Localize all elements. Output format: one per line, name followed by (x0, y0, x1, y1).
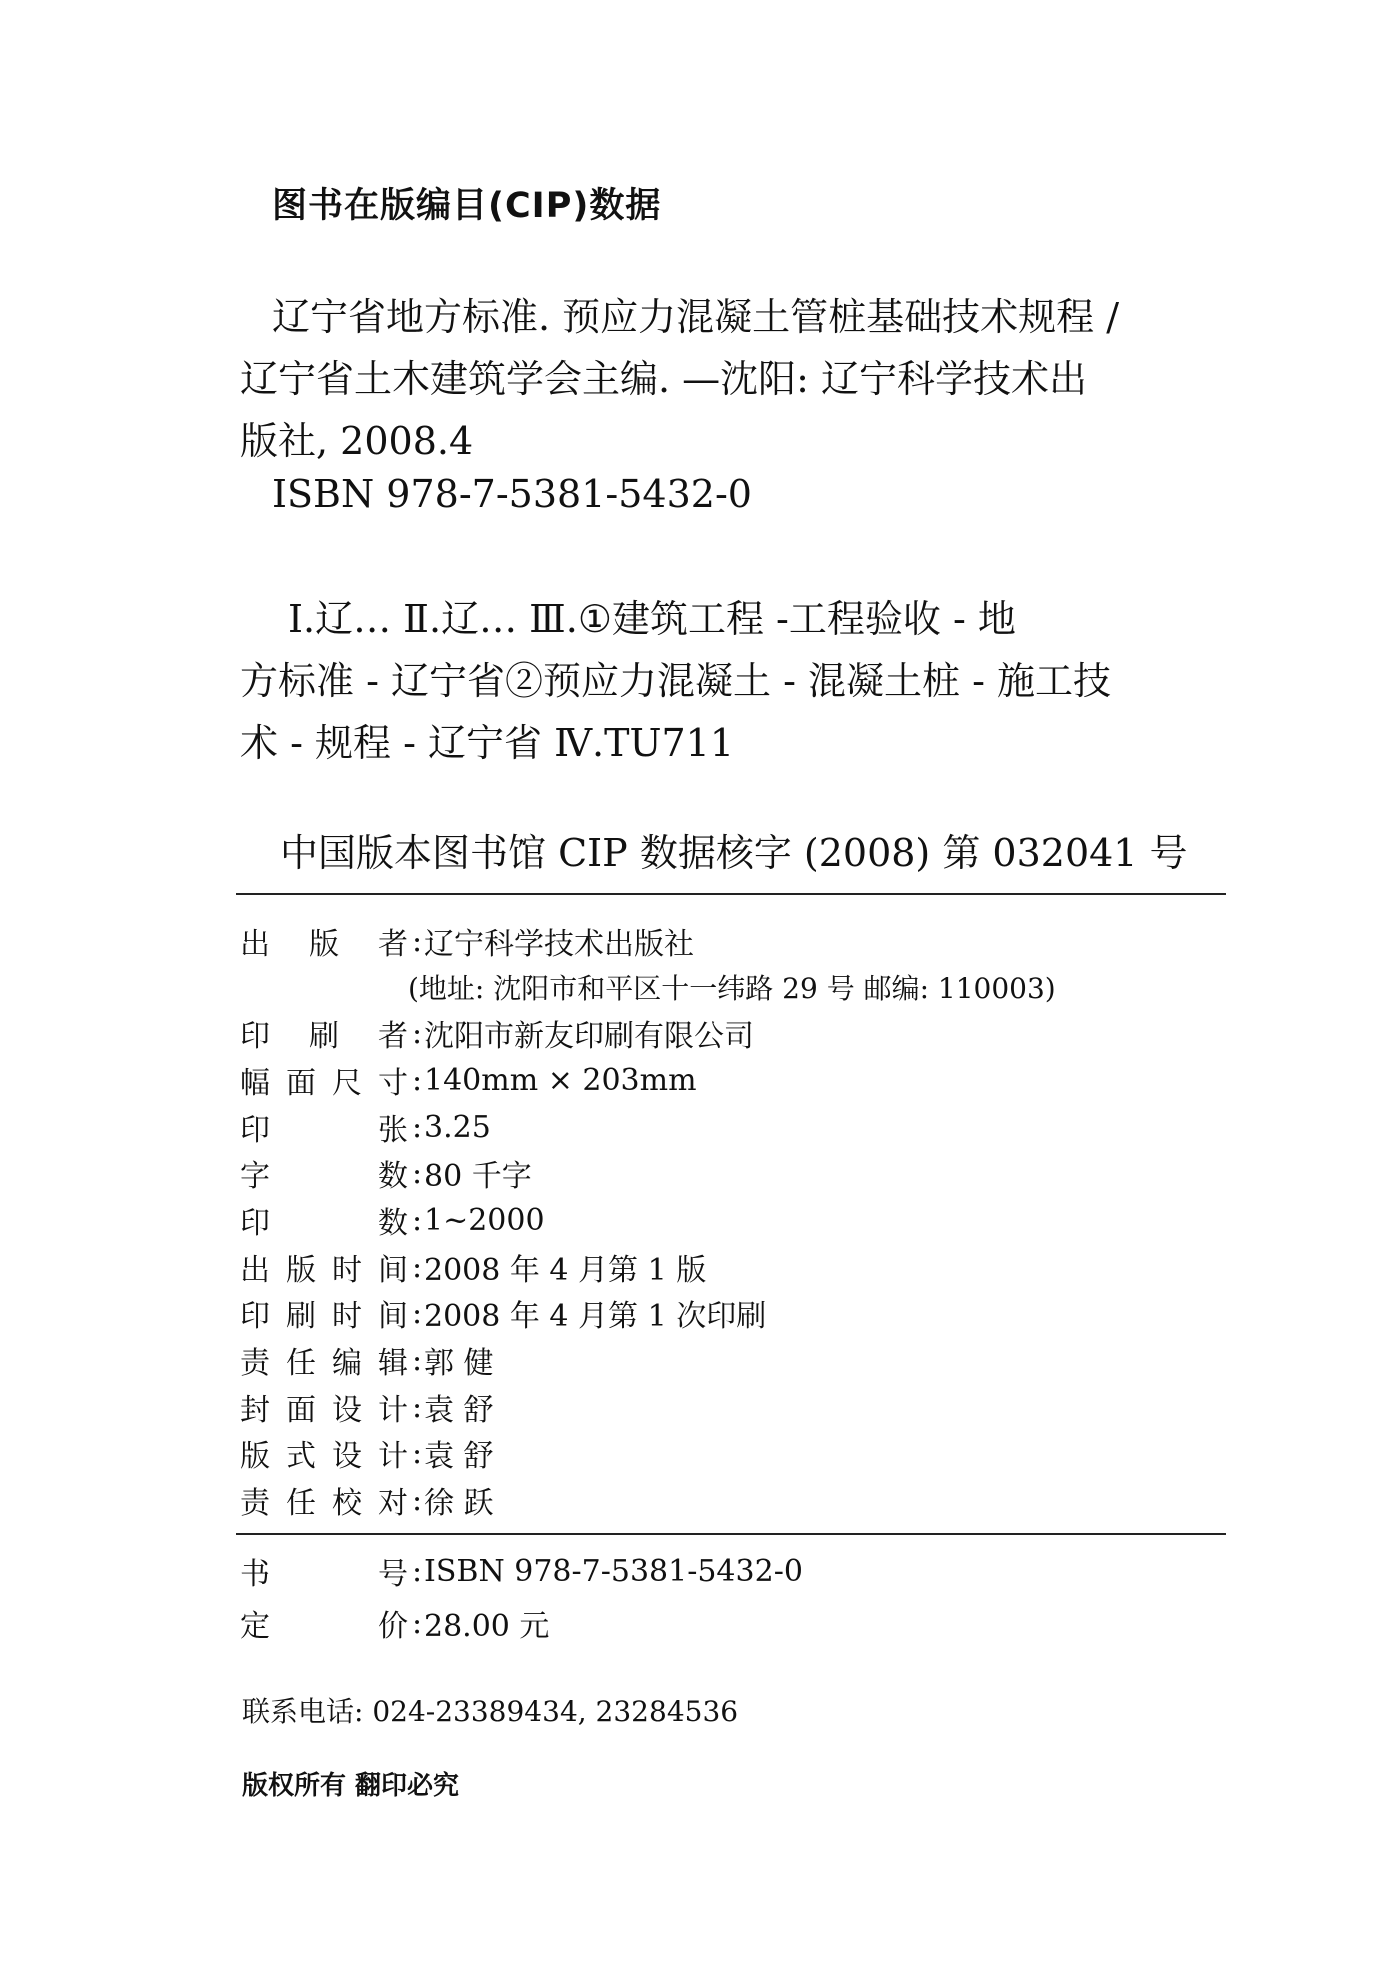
record-value: ISBN 978-7-5381-5432-0 (424, 1553, 803, 1589)
divider (236, 1533, 1226, 1535)
record-value: 28.00 元 (424, 1609, 550, 1644)
record-value: 郭 健 (424, 1346, 494, 1381)
record-label: 出 版 者 (240, 927, 408, 962)
record-colon: : (412, 1155, 423, 1191)
publisher-address (408, 964, 1056, 1010)
record-label: 出版时间 (240, 1253, 408, 1288)
record-label: 书 号 (240, 1557, 408, 1592)
record-value: 2008 年 4 月第 1 次印刷 (424, 1299, 767, 1334)
library-approval-number: 中国版本图书馆 CIP 数据核字 (2008) 第 032041 号 (280, 831, 1188, 875)
classification-line: 术 - 规程 - 辽宁省 Ⅳ.TU711 (240, 721, 735, 765)
record-colon: : (412, 1295, 423, 1331)
record-label: 封面设计 (240, 1393, 408, 1428)
record-label: 责任编辑 (240, 1346, 408, 1381)
record-print-run (240, 1197, 545, 1243)
record-value: 3.25 (424, 1109, 491, 1145)
record-value: 袁 舒 (424, 1439, 494, 1474)
record-colon: : (412, 1249, 423, 1285)
record-label: 定 价 (240, 1609, 408, 1644)
record-publisher (240, 918, 694, 964)
record-colon: : (412, 1605, 423, 1641)
record-value: 徐 跃 (424, 1486, 494, 1521)
divider (236, 893, 1226, 895)
record-sheets (240, 1104, 491, 1150)
cip-description-line: 辽宁省土木建筑学会主编. —沈阳: 辽宁科学技术出 (240, 357, 1088, 401)
record-label: 印刷时间 (240, 1299, 408, 1334)
address-text: (地址: 沈阳市和平区十一纬路 29 号 邮编: 110003) (408, 972, 1056, 1005)
record-proofreader (240, 1477, 494, 1523)
record-label: 责任校对 (240, 1486, 408, 1521)
record-value: 1~2000 (424, 1202, 545, 1238)
record-value: 辽宁科学技术出版社 (424, 927, 694, 962)
record-colon: : (412, 1342, 423, 1378)
record-label: 版式设计 (240, 1439, 408, 1474)
record-label: 印 数 (240, 1206, 408, 1241)
record-word-count (240, 1150, 532, 1196)
cip-heading: 图书在版编目(CIP)数据 (272, 186, 662, 226)
record-printer (240, 1010, 754, 1056)
record-value: 2008 年 4 月第 1 版 (424, 1253, 707, 1288)
record-colon: : (412, 1389, 423, 1425)
classification-line: 方标准 - 辽宁省②预应力混凝土 - 混凝土桩 - 施工技 (240, 659, 1111, 703)
record-colon: : (412, 1015, 423, 1051)
classification-line: Ⅰ.辽… Ⅱ.辽… Ⅲ.①建筑工程 -工程验收 - 地 (288, 597, 1016, 641)
record-label: 字 数 (240, 1159, 408, 1194)
record-price (240, 1600, 549, 1646)
record-colon: : (412, 1553, 423, 1589)
record-colon: : (412, 923, 423, 959)
record-book-number (240, 1548, 803, 1594)
record-label: 幅面尺寸 (240, 1066, 408, 1101)
record-colon: : (412, 1109, 423, 1145)
record-cover-design (240, 1384, 494, 1430)
record-value: 袁 舒 (424, 1393, 494, 1428)
record-value: 沈阳市新友印刷有限公司 (424, 1019, 754, 1054)
record-publication-time (240, 1244, 706, 1290)
record-format (240, 1057, 697, 1103)
cip-description-line: 辽宁省地方标准. 预应力混凝土管桩基础技术规程 / (272, 295, 1120, 339)
record-value: 80 千字 (424, 1159, 532, 1194)
record-colon: : (412, 1482, 423, 1518)
record-value: 140mm × 203mm (424, 1062, 697, 1098)
record-label: 印 刷 者 (240, 1019, 408, 1054)
copyright-notice: 版权所有 翻印必究 (242, 1771, 460, 1801)
record-colon: : (412, 1202, 423, 1238)
contact-phone: 联系电话: 024-23389434, 23284536 (242, 1695, 739, 1728)
record-layout-design (240, 1430, 494, 1476)
record-colon: : (412, 1062, 423, 1098)
cip-description-line: 版社, 2008.4 (240, 419, 474, 463)
record-printing-time (240, 1290, 766, 1336)
record-editor (240, 1337, 494, 1383)
cip-isbn-line: ISBN 978-7-5381-5432-0 (272, 472, 752, 516)
record-label: 印 张 (240, 1113, 408, 1148)
record-colon: : (412, 1435, 423, 1471)
